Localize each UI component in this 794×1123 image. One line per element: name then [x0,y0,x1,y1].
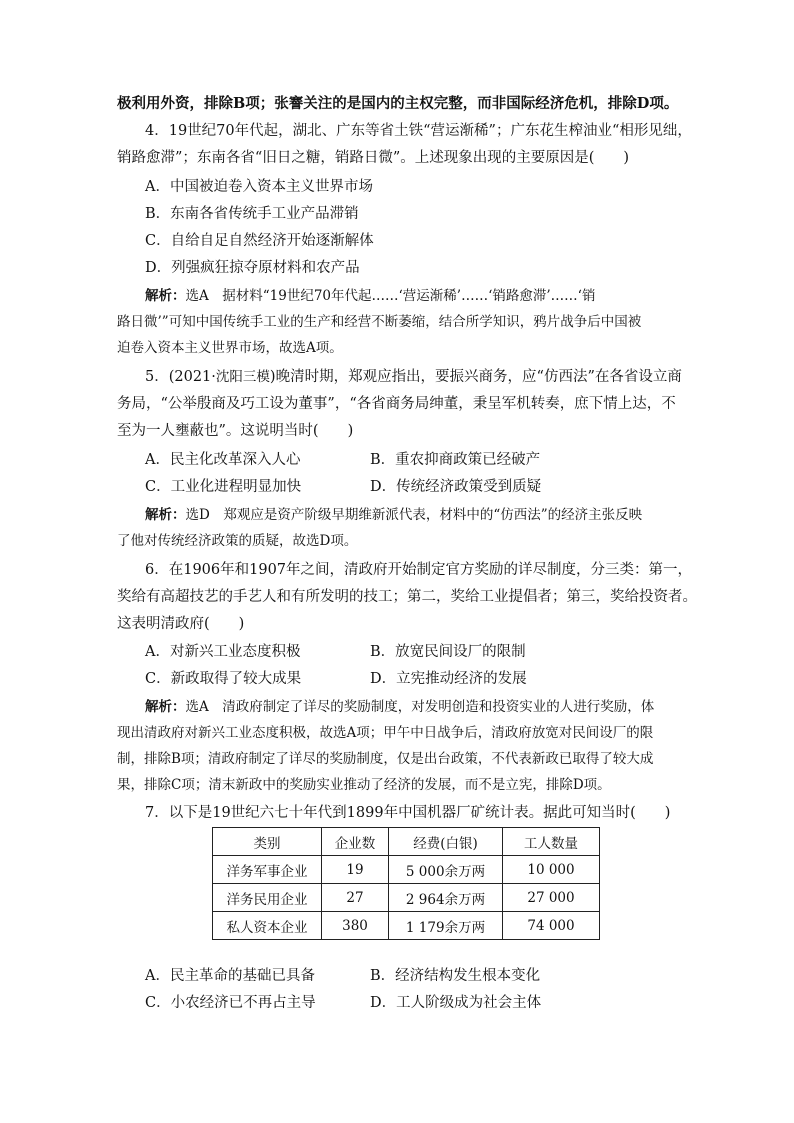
q6-analysis [145,697,715,717]
q6-analysis-cont: 现出清政府对新兴工业态度积极，故选A项；甲午中日战争后，清政府放宽对民间设厂的限 [117,725,654,741]
table-cell: 5 000余万两 [389,856,503,884]
table-header-cell: 类别 [213,828,322,856]
factory-statistics-table [212,827,600,940]
table-row [213,884,600,912]
q7-option-c: C．小农经济已不再占主导 [145,995,316,1011]
q6-analysis-cont: 果，排除C项；清末新政中的奖励实业推动了经济的发展，而不是立宪，排除D项。 [117,777,611,793]
analysis-text: 选A 据材料“19世纪70年代起……‘营运渐稀’……‘销路愈滞’……‘销 [185,288,596,304]
question-4-stem: 4．19世纪70年代起，湖北、广东等省土铁“营运渐稀”；广东花生榨油业“相形见绌， [145,123,692,139]
q6-option-c: C．新政取得了较大成果 [145,671,302,687]
analysis-text: 选A 清政府制定了详尽的奖励制度，对发明创造和投资实业的人进行奖励，体 [185,699,655,715]
table-header-cell: 经费(白银) [389,828,503,856]
table-cell: 1 179余万两 [389,912,503,940]
q4-analysis [145,286,715,306]
q5-option-a: A．民主化改革深入人心 [145,452,301,468]
question-5-stem-cont: 至为一人壅蔽也”。这说明当时( ) [117,423,354,439]
question-5-stem [145,367,715,387]
q4-analysis-cont: 迫卷入资本主义世界市场，故选A项。 [117,340,343,356]
table-cell: 洋务军事企业 [213,856,322,884]
table-header-cell: 工人数量 [503,828,600,856]
table-cell: 74 000 [503,912,600,940]
q4-option-c: C．自给自足自然经济开始逐渐解体 [145,233,374,249]
q5-analysis [145,505,715,525]
q5-analysis-cont: 了他对传统经济政策的质疑，故选D项。 [117,533,358,549]
table-header-row [213,828,600,856]
q4-option-a: A．中国被迫卷入资本主义世界市场 [145,179,373,195]
table-cell: 19 [322,856,389,884]
q4-analysis-cont: 路日微’”可知中国传统手工业的生产和经营不断萎缩，结合所学知识，鸦片战争后中国被 [117,314,642,330]
table-row [213,912,600,940]
q5-option-c: C．工业化进程明显加快 [145,479,302,495]
q7-option-b: B．经济结构发生根本变化 [370,968,541,984]
question-6-stem-cont: 这表明清政府( ) [117,616,245,632]
table-cell: 2 964余万两 [389,884,503,912]
q6-option-d: D．立宪推动经济的发展 [370,671,527,687]
text-line: 极利用外资，排除B项；张謇关注的是国内的主权完整，而非国际经济危机，排除D项。 [117,95,679,112]
table-header-cell: 企业数 [322,828,389,856]
analysis-text: 选D 郑观应是资产阶级早期维新派代表，材料中的“仿西法”的经济主张反映 [185,507,643,523]
question-4-stem-cont: 销路愈滞”；东南各省“旧日之糖，销路日微”。上述现象出现的主要原因是( ) [117,150,630,166]
q6-option-a: A．对新兴工业态度积极 [145,644,301,660]
q5-stem-text: )晚清时期，郑观应指出，要振兴商务，应“仿西法”在各省设立商 [269,369,682,385]
q6-option-b: B．放宽民间设厂的限制 [370,644,526,660]
q7-option-a: A．民主革命的基础已具备 [145,968,315,984]
table-cell: 10 000 [503,856,600,884]
analysis-label: 解析： [145,288,186,304]
table-cell: 27 000 [503,884,600,912]
table-cell: 私人资本企业 [213,912,322,940]
table-row [213,856,600,884]
q6-analysis-cont: 制，排除B项；清政府制定了详尽的奖励制度，仅是出台政策，不代表新政已取得了较大成 [117,751,654,767]
q5-prefix: 5．(2021· [145,369,216,385]
q5-source: 沈阳三模 [215,369,270,385]
q7-option-d: D．工人阶级成为社会主体 [370,995,542,1011]
q4-option-d: D．列强疯狂掠夺原材料和农产品 [145,260,360,276]
q5-option-b: B．重农抑商政策已经破产 [370,452,541,468]
analysis-label: 解析： [145,699,186,715]
question-6-stem: 6．在1906年和1907年之间，清政府开始制定官方奖励的详尽制度，分三类：第一， [145,562,693,578]
analysis-label: 解析： [145,507,186,523]
table-cell: 洋务民用企业 [213,884,322,912]
question-5-stem-cont: 务局，“公举殷商及巧工设为董事”，“各省商务局绅董，秉呈军机转奏，庶下情上达，不 [117,396,676,412]
table-cell: 380 [322,912,389,940]
question-7-stem: 7．以下是19世纪六七十年代到1899年中国机器厂矿统计表。据此可知当时( ) [145,805,671,821]
q4-option-b: B．东南各省传统手工业产品滞销 [145,206,359,222]
q5-option-d: D．传统经济政策受到质疑 [370,479,542,495]
question-6-stem-cont: 奖给有高超技艺的手艺人和有所发明的技工；第二，奖给工业提倡者；第三，奖给投资者。 [117,589,697,605]
table-cell: 27 [322,884,389,912]
